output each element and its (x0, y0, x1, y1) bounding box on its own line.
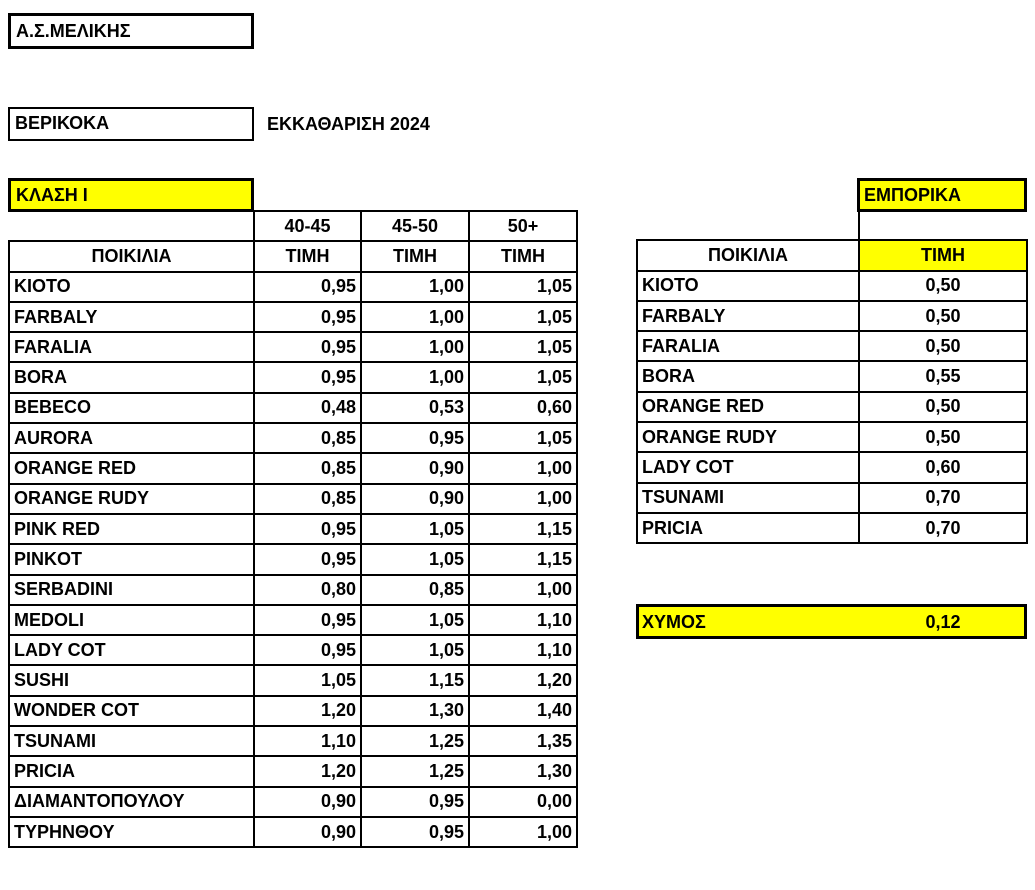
juice-price: 0,12 (925, 612, 961, 632)
price-50-plus: 1,05 (469, 332, 577, 362)
price-40-45: 0,95 (254, 332, 361, 362)
price-50-plus: 1,05 (469, 362, 577, 392)
table-row (9, 696, 577, 726)
variety-name: ΔΙΑΜΑΝΤΟΠΟΥΛΟΥ (9, 787, 254, 817)
size-header: 50+ (469, 211, 577, 241)
price: 0,50 (859, 392, 1027, 422)
price-45-50: 0,95 (361, 817, 469, 847)
table-row (637, 361, 1027, 391)
price-40-45: 0,95 (254, 635, 361, 665)
variety-header: ΠΟΙΚΙΛΙΑ (637, 240, 859, 270)
price-45-50: 0,95 (361, 787, 469, 817)
price-40-45: 1,05 (254, 665, 361, 695)
column-header-row (9, 241, 577, 271)
price: 0,50 (859, 331, 1027, 361)
price-45-50: 0,90 (361, 484, 469, 514)
table-row (9, 726, 577, 756)
variety-name: BORA (9, 362, 254, 392)
price-45-50: 1,00 (361, 362, 469, 392)
price-header: ΤΙΜΗ (361, 241, 469, 271)
price-45-50: 1,05 (361, 635, 469, 665)
table-row (637, 271, 1027, 301)
price-50-plus: 0,00 (469, 787, 577, 817)
price-40-45: 1,20 (254, 756, 361, 786)
table-row (9, 544, 577, 574)
price-40-45: 0,85 (254, 484, 361, 514)
table-row (9, 787, 577, 817)
table-row (9, 756, 577, 786)
variety-name: SERBADINI (9, 575, 254, 605)
price-45-50: 1,05 (361, 514, 469, 544)
price-40-45: 0,95 (254, 302, 361, 332)
price-50-plus: 1,40 (469, 696, 577, 726)
price-45-50: 1,05 (361, 544, 469, 574)
price: 0,55 (859, 361, 1027, 391)
company-name: Α.Σ.ΜΕΛΙΚΗΣ (8, 13, 254, 49)
variety-name: ORANGE RUDY (9, 484, 254, 514)
price-40-45: 0,95 (254, 544, 361, 574)
table-row (637, 513, 1027, 543)
price-50-plus: 1,05 (469, 272, 577, 302)
juice-row (636, 604, 1027, 639)
price-45-50: 1,30 (361, 696, 469, 726)
table-row (637, 452, 1027, 482)
price-50-plus: 1,10 (469, 605, 577, 635)
price-45-50: 1,25 (361, 726, 469, 756)
table-row (637, 392, 1027, 422)
price-40-45: 0,85 (254, 423, 361, 453)
empty-cell (637, 210, 859, 240)
price: 0,50 (859, 271, 1027, 301)
table-row (9, 514, 577, 544)
price-50-plus: 1,05 (469, 302, 577, 332)
spacer-row (637, 210, 1027, 240)
price-50-plus: 1,15 (469, 544, 577, 574)
variety-name: FARALIA (637, 331, 859, 361)
price-40-45: 0,95 (254, 605, 361, 635)
size-header: 40-45 (254, 211, 361, 241)
commercial-title: ΕΜΠΟΡΙΚΑ (857, 178, 1027, 212)
price-40-45: 0,95 (254, 362, 361, 392)
variety-name: SUSHI (9, 665, 254, 695)
price-45-50: 1,00 (361, 302, 469, 332)
variety-name: BORA (637, 361, 859, 391)
price: 0,70 (859, 513, 1027, 543)
variety-name: ΤΥΡΗΝΘΟΥ (9, 817, 254, 847)
class1-price-table (8, 210, 578, 848)
variety-name: TSUNAMI (637, 483, 859, 513)
variety-name: FARALIA (9, 332, 254, 362)
variety-name: PRICIA (637, 513, 859, 543)
variety-name: FARBALY (9, 302, 254, 332)
empty-cell (859, 210, 1027, 240)
table-row (637, 301, 1027, 331)
variety-name: PINK RED (9, 514, 254, 544)
variety-name: PRICIA (9, 756, 254, 786)
variety-name: AURORA (9, 423, 254, 453)
price-header: ΤΙΜΗ (469, 241, 577, 271)
variety-name: TSUNAMI (9, 726, 254, 756)
variety-header: ΠΟΙΚΙΛΙΑ (9, 241, 254, 271)
price: 0,50 (859, 301, 1027, 331)
variety-name: ORANGE RED (9, 453, 254, 483)
table-row (9, 575, 577, 605)
price-50-plus: 1,20 (469, 665, 577, 695)
price-45-50: 0,85 (361, 575, 469, 605)
price-40-45: 0,85 (254, 453, 361, 483)
variety-name: FARBALY (637, 301, 859, 331)
size-header-row (9, 211, 577, 241)
price-50-plus: 1,00 (469, 817, 577, 847)
price-50-plus: 1,05 (469, 423, 577, 453)
price-50-plus: 1,00 (469, 484, 577, 514)
variety-name: ORANGE RED (637, 392, 859, 422)
product-name: ΒΕΡΙΚΟΚΑ (8, 107, 254, 141)
empty-cell (9, 211, 254, 241)
price-40-45: 0,48 (254, 393, 361, 423)
price-45-50: 0,90 (361, 453, 469, 483)
price-50-plus: 1,15 (469, 514, 577, 544)
settlement-title: ΕΚΚΑΘΑΡΙΣΗ 2024 (267, 114, 430, 134)
variety-name: ORANGE RUDY (637, 422, 859, 452)
table-row (9, 423, 577, 453)
variety-name: LADY COT (9, 635, 254, 665)
price-45-50: 1,25 (361, 756, 469, 786)
table-row (9, 484, 577, 514)
price-header: ΤΙΜΗ (254, 241, 361, 271)
table-row (9, 362, 577, 392)
price-50-plus: 1,00 (469, 453, 577, 483)
table-row (9, 635, 577, 665)
price-50-plus: 1,00 (469, 575, 577, 605)
table-row (637, 331, 1027, 361)
table-row (637, 422, 1027, 452)
price-50-plus: 1,30 (469, 756, 577, 786)
price-40-45: 0,90 (254, 817, 361, 847)
column-header-row (637, 240, 1027, 270)
juice-label: ΧΥΜΟΣ (642, 612, 706, 632)
price-40-45: 0,90 (254, 787, 361, 817)
table-row (637, 483, 1027, 513)
variety-name: BEBECO (9, 393, 254, 423)
table-row (9, 665, 577, 695)
table-row (9, 817, 577, 847)
price-45-50: 1,00 (361, 332, 469, 362)
price-50-plus: 1,10 (469, 635, 577, 665)
price-50-plus: 1,35 (469, 726, 577, 756)
table-row (9, 605, 577, 635)
table-row (9, 302, 577, 332)
table-row (9, 332, 577, 362)
variety-name: LADY COT (637, 452, 859, 482)
variety-name: MEDOLI (9, 605, 254, 635)
price-40-45: 0,95 (254, 272, 361, 302)
table-row (9, 393, 577, 423)
price: 0,60 (859, 452, 1027, 482)
price-45-50: 0,95 (361, 423, 469, 453)
price-45-50: 1,15 (361, 665, 469, 695)
price-40-45: 1,20 (254, 696, 361, 726)
price-45-50: 0,53 (361, 393, 469, 423)
price-45-50: 1,05 (361, 605, 469, 635)
price-header: ΤΙΜΗ (859, 240, 1027, 270)
commercial-price-table (636, 210, 1028, 544)
size-header: 45-50 (361, 211, 469, 241)
variety-name: KIOTO (9, 272, 254, 302)
variety-name: KIOTO (637, 271, 859, 301)
price-40-45: 0,80 (254, 575, 361, 605)
variety-name: WONDER COT (9, 696, 254, 726)
price-40-45: 1,10 (254, 726, 361, 756)
table-row (9, 272, 577, 302)
class1-title: ΚΛΑΣΗ Ι (8, 178, 254, 212)
price-40-45: 0,95 (254, 514, 361, 544)
table-row (9, 453, 577, 483)
price-50-plus: 0,60 (469, 393, 577, 423)
price: 0,70 (859, 483, 1027, 513)
price-45-50: 1,00 (361, 272, 469, 302)
variety-name: PINKOT (9, 544, 254, 574)
price: 0,50 (859, 422, 1027, 452)
